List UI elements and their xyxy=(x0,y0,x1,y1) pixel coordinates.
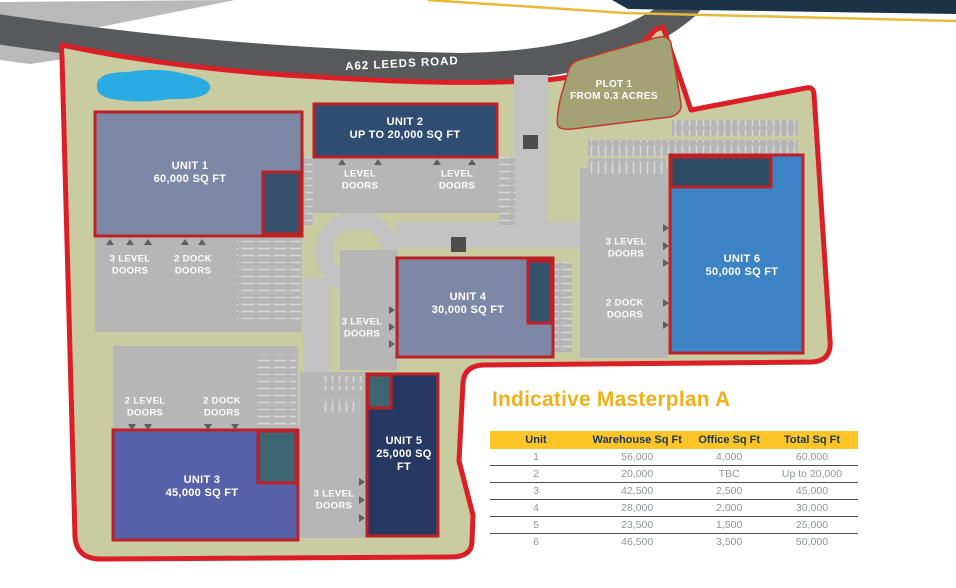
unit-size: 45,000 SQ FT xyxy=(165,487,239,499)
table-row xyxy=(490,449,858,466)
table-cell: 2,500 xyxy=(692,483,766,500)
table-cell: 30,000 xyxy=(766,500,858,517)
unit-5-level-doors-label: 3 LEVEL DOORS xyxy=(313,488,355,512)
table-cell: 23,500 xyxy=(582,517,692,534)
masterplan-title: Indicative Masterplan A xyxy=(492,388,731,411)
plot-detail: FROM 0.3 ACRES xyxy=(570,91,658,102)
table-cell: 50,000 xyxy=(795,536,829,548)
unit-name: UNIT 5 xyxy=(385,435,423,448)
table-cell: TBC xyxy=(692,466,766,483)
unit-1-level-doors-label: 3 LEVEL DOORS xyxy=(109,253,151,277)
unit-4-level-doors-label: 3 LEVEL DOORS xyxy=(341,316,383,340)
unit-6-office xyxy=(671,157,771,187)
unit-5-office xyxy=(368,375,391,408)
table-header xyxy=(490,431,858,449)
table-cell: 6 xyxy=(533,536,539,548)
unit-size: UP TO 20,000 SQ FT xyxy=(349,129,461,141)
header-total: Total Sq Ft xyxy=(766,431,858,449)
unit-name: UNIT 4 xyxy=(449,290,487,303)
table-cell: 3,500 xyxy=(716,536,743,548)
unit-size: 60,000 SQ FT xyxy=(153,173,227,185)
unit-3-office xyxy=(258,431,296,483)
table-cell: 1,500 xyxy=(692,517,766,534)
unit-name: UNIT 6 xyxy=(723,252,761,265)
plot-name: PLOT 1 xyxy=(595,79,633,90)
unit-6-level-doors-label: 3 LEVEL DOORS xyxy=(605,236,647,260)
unit-4-office xyxy=(528,261,551,323)
table-cell: 3 xyxy=(490,483,582,500)
unit-2-level-doors-right-label: LEVEL DOORS xyxy=(438,168,476,192)
road-label: A62 LEEDS ROAD xyxy=(344,55,460,74)
unit-6-dock-doors-label: 2 DOCK DOORS xyxy=(606,297,644,321)
table-cell: 45,000 xyxy=(766,483,858,500)
table-cell: 42,500 xyxy=(582,483,692,500)
table-row xyxy=(490,517,858,534)
table-row xyxy=(490,534,858,551)
table-row xyxy=(490,466,858,483)
table-cell: 46,500 xyxy=(621,536,654,548)
table-cell: 25,000 xyxy=(766,517,858,534)
unit-2-building xyxy=(314,104,497,157)
table-cell: 2,000 xyxy=(692,500,766,517)
table-cell: 1 xyxy=(490,449,582,466)
masterplan-table xyxy=(490,431,858,550)
table-cell: 4 xyxy=(490,500,582,517)
unit-3-level-doors-label: 2 LEVEL DOORS xyxy=(124,395,166,419)
table-cell: 4,000 xyxy=(692,449,766,466)
header-office: Office Sq Ft xyxy=(692,431,766,449)
unit-size: 50,000 SQ FT xyxy=(705,266,779,278)
unit-size: 30,000 SQ FT xyxy=(431,304,505,316)
table-cell: 56,000 xyxy=(582,449,692,466)
unit-2-level-doors-left-label: LEVEL DOORS xyxy=(341,168,379,192)
table-cell: 28,000 xyxy=(582,500,692,517)
header-warehouse: Warehouse Sq Ft xyxy=(582,431,692,449)
header-unit: Unit xyxy=(490,431,582,449)
unit-name: UNIT 2 xyxy=(386,115,424,128)
unit-name: UNIT 3 xyxy=(183,473,221,486)
unit-1-dock-doors-label: 2 DOCK DOORS xyxy=(174,253,212,277)
table-cell: 20,000 xyxy=(582,466,692,483)
unit-size: 25,000 SQ FT xyxy=(376,448,432,474)
table-cell: 5 xyxy=(490,517,582,534)
table-cell: 60,000 xyxy=(766,449,858,466)
table-cell: 2 xyxy=(490,466,582,483)
table-row xyxy=(490,500,858,517)
unit-name: UNIT 1 xyxy=(171,159,209,172)
unit-1-office xyxy=(263,172,300,234)
table-cell: Up to 20,000 xyxy=(766,466,858,483)
table-row xyxy=(490,483,858,500)
unit-3-dock-doors-label: 2 DOCK DOORS xyxy=(203,395,241,419)
